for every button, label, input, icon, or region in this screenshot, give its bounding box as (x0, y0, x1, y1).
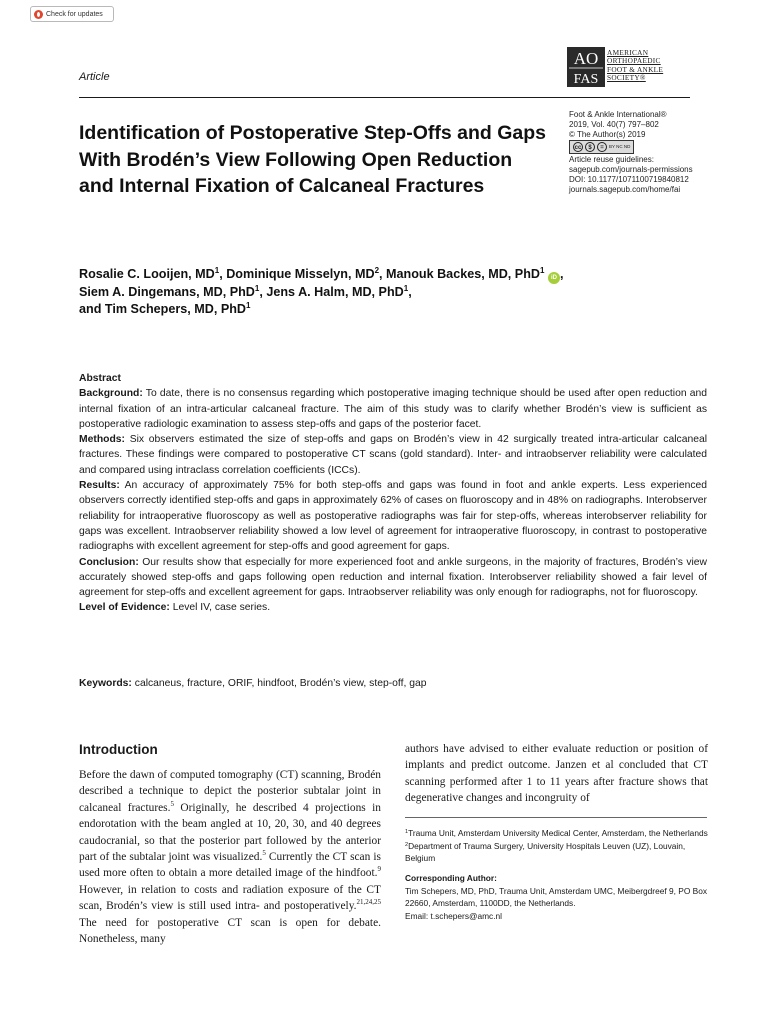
author-list: Rosalie C. Looijen, $MD^1$, Dominique Misselyn, $MD^2$, Manouk Backes, MD, PhD$^1$ iD , Siem A. Dingemans, MD, PhD$^1$, Jens A. Halm, MD, PhD$^1$, and Tim Schepers, MD, PhD$^1$ (79, 266, 564, 316)
results-label: Results: (79, 480, 120, 492)
corresponding-email[interactable]: Email: t.schepers@amc.nl (405, 911, 503, 921)
doi-link[interactable]: DOI: 10.1177/1071100719840812 (569, 174, 689, 184)
author-name: Dominique Misselyn, MD (226, 267, 375, 281)
journal-volume: 2019, Vol. 40(7) 797–802 (569, 119, 659, 129)
reuse-guidelines-label: Article reuse guidelines: (569, 155, 654, 165)
affiliation-1: $^1$Trauma Unit, Amsterdam University Medical Center, Amsterdam, the Netherlands (405, 828, 708, 838)
license-badge[interactable] (569, 140, 693, 154)
check-for-updates-button[interactable] (30, 6, 114, 22)
abstract-heading: Abstract (79, 373, 121, 384)
keywords-text: calcaneus, fracture, ORIF, hindfoot, Brodén’s view, step-off, gap (134, 678, 427, 689)
background-label: Background: (79, 388, 143, 400)
abstract-background (79, 386, 707, 432)
header-rule (79, 97, 690, 98)
keywords (79, 678, 426, 689)
society-line-3: FOOT & ANKLE (607, 64, 664, 74)
author-affiliation: 1 (254, 284, 260, 293)
cc-icon: cc (573, 142, 583, 152)
methods-text: Six observers estimated the size of step-offs and gaps on Brodén’s view in 42 surgically treated intra-articular calcaneal fractures. These findings were compared to postoperative CT scans (gold standard). Inter- and intraobserver reliability were calculated and compared using intraclass correlation coefficients (ICCs). (79, 434, 707, 476)
license-text: BY NC ND (609, 144, 631, 150)
background-text: To date, there is no consensus regarding which postoperative imaging technique should be used after open reduction and internal fixation of an intra-articular calcaneal fracture. The aim of this study was to clarify whether Brodén’s view is sufficient as postoperative radiologic examination to assess step-offs and gaps of the posterior facet. (79, 388, 708, 430)
citation-ref[interactable]: 9 (377, 865, 381, 874)
check-for-updates-label: Check for updates (46, 10, 103, 18)
level-text: Level IV, case series. (172, 602, 271, 614)
author-name: and Tim Schepers, MD, PhD (79, 302, 247, 316)
logo-top-text: AO (573, 49, 599, 68)
citation-ref[interactable]: 5 (262, 849, 266, 858)
journal-info (569, 110, 693, 195)
journal-link[interactable]: journals.sagepub.com/home/fai (569, 184, 681, 194)
logo-bottom-text: FAS (573, 72, 599, 87)
author-name: Siem A. Dingemans, MD, PhD (79, 285, 255, 299)
footnote-rule (405, 817, 707, 818)
conclusion-label: Conclusion: (79, 556, 139, 568)
article-type-label: Article (79, 71, 110, 83)
author-name: Manouk Backes, MD, PhD (386, 267, 540, 281)
introduction-body: Before the dawn of computed tomography (CT) scanning, Brodén described a technique to depict the posterior subtalar joint in calcaneal fractures.$^5$ Originally, he described 4 projections in endorotation with the beam angled at 10, 20, 30, and 40 degrees caudocranial, so that the posterior part followed by the anterior part of the subtalar joint was visualized.$^5$ Currently the CT scan is used more often to obtain a more detailed image of the hindfoot.$^9$ However, in relation to costs and radiation exposure of the CT scan, Brodén’s view is still used intra- and postoperatively.$^{21,24,25}$ The need for postoperative CT scan is open for debate. Nonetheless, many (79, 769, 381, 946)
author-name: Rosalie C. Looijen, MD (79, 267, 215, 281)
author-affiliation: 2 (374, 266, 380, 275)
conclusion-text: Our results show that especially for more experienced foot and ankle surgeons, in the majority of fractures, Brodén’s view accurately showed step-offs and gaps following open reduction and internal fixation. Interobserver reliability showed a fair level of agreement for step-offs and excellent agreement for gaps. Intraobserver reliability was only enough for radiographs, not for fluoroscopy. (79, 556, 708, 599)
society-line-1: AMERICAN (607, 48, 649, 57)
aofas-logo-icon (567, 47, 605, 87)
author-name: Jens A. Halm, MD, PhD (266, 285, 404, 299)
level-label: Level of Evidence: (79, 602, 170, 614)
registered-mark: ® (639, 73, 646, 83)
citation-ref[interactable]: 5 (170, 799, 174, 808)
author-affiliation: 1 (214, 266, 220, 275)
introduction-heading: Introduction (79, 742, 158, 757)
noncommercial-icon: $ (585, 142, 595, 152)
noderivatives-icon: = (597, 142, 607, 152)
results-text: An accuracy of approximately 75% for both step-offs and gaps was found in foot and ankle experts. Less experienced observers correctly identified step-offs and gaps in approximately 62% of cases on fluoroscopy and in 48% on radiographs. Interobserver reliability for intraoperative fluoroscopy as well as postoperative radiographs was fair for step-offs, whereas interobserver reliability for gaps was excellent. Intraobserver reliability showed a low level of agreement for intraoperative fluoroscopy, in contrast to postoperative radiographs with excellent agreement for step-offs and good agreement for gaps. (79, 480, 707, 553)
abstract-conclusion (79, 555, 707, 601)
author-affiliation: 1 (246, 301, 251, 310)
author-affiliation: 1 (403, 284, 409, 293)
abstract (79, 371, 707, 616)
citation-ref[interactable]: 21,24,25 (356, 898, 381, 907)
society-line-2: ORTHOPAEDIC (607, 56, 661, 66)
methods-label: Methods: (79, 434, 125, 446)
journal-name: Foot & Ankle International® (569, 110, 667, 119)
corresponding-author: Tim Schepers, MD, PhD, Trauma Unit, Amsterdam UMC, Meibergdreef 9, PO Box 22660, Amsterdam, 1100DD, the Netherlands. (405, 886, 708, 908)
crossmark-icon (34, 10, 43, 19)
article-title: Identification of Postoperative Step-Offs and Gaps With Brodén’s View Following Open Reduction and Internal Fixation of Calcaneal Fractures (79, 122, 546, 197)
footnotes (405, 827, 708, 923)
orcid-icon[interactable]: iD (548, 272, 560, 284)
corresponding-author-heading: Corresponding Author: (405, 873, 497, 883)
reuse-link[interactable]: sagepub.com/journals-permissions (569, 165, 693, 175)
introduction-body-right: authors have advised to either evaluate reduction or position of implants and predict outcome. Janzen et al concluded that CT scanning performed after 1 to 11 years after fracture shows that degenerative changes and incongruity of (405, 743, 708, 805)
author-affiliation: 1 (539, 266, 545, 275)
abstract-level (79, 600, 707, 615)
affiliation-2: $^2$Department of Trauma Surgery, University Hospitals Leuven (UZ), Louvain, Belgium (405, 841, 686, 863)
abstract-results (79, 478, 707, 554)
keywords-label: Keywords: (79, 678, 132, 689)
journal-copyright: © The Author(s) 2019 (569, 129, 646, 139)
society-name (607, 49, 663, 83)
abstract-methods (79, 432, 707, 478)
society-line-4: SOCIETY (607, 73, 640, 83)
